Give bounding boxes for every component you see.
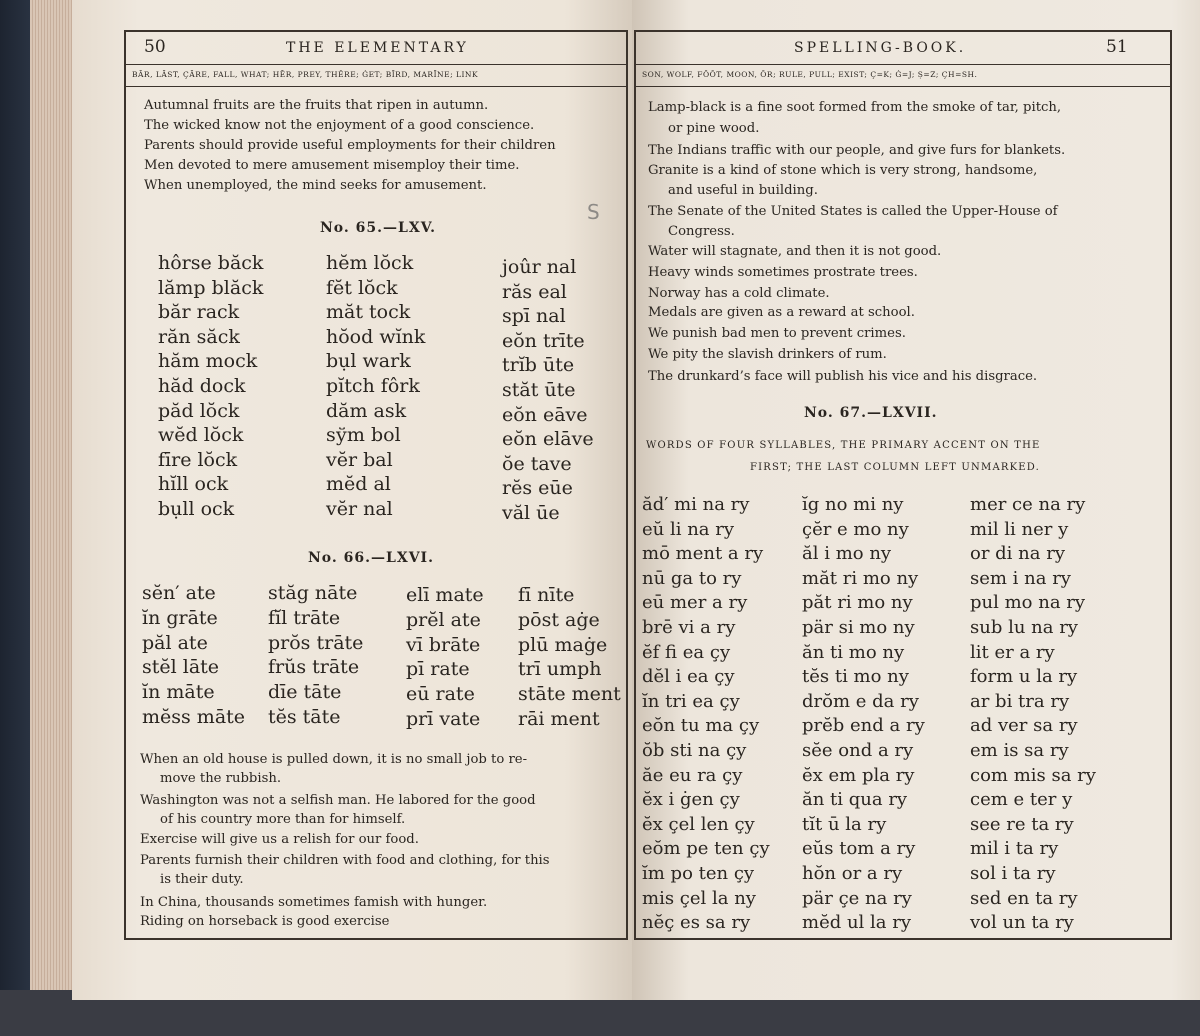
spelling-word: ĭg no mi ny [802, 494, 904, 515]
spelling-word: tĕs tāte [268, 706, 341, 728]
spelling-word: ĕf fi ea çy [642, 641, 731, 663]
right-page [632, 0, 1200, 1000]
spelling-word: pōst aġe [518, 608, 600, 631]
spelling-word: ăn ti qua ry [802, 789, 908, 811]
spelling-word: nū ga to ry [642, 567, 742, 589]
spelling-word: vol un ta ry [970, 912, 1074, 934]
right-page-number: 51 [1106, 37, 1128, 57]
sentence: When an old house is pulled down, it is no small job to re- [140, 752, 528, 767]
spelling-word: eŭs tom a ry [802, 838, 916, 860]
spelling-word: eū mer a ry [642, 592, 748, 614]
spelling-word: ăn ti mo ny [802, 641, 905, 663]
sentence: The drunkard’s face will publish his vice and his disgrace. [648, 369, 1038, 384]
spelling-word: sўm bol [326, 424, 401, 447]
spelling-word: vĕr nal [326, 498, 393, 520]
spelling-word: ĭn grāte [142, 606, 218, 629]
spelling-word: hăm mock [158, 350, 258, 373]
spelling-word: hŏn or a ry [802, 863, 903, 884]
lesson-65-heading: No. 65.—LXV. [320, 220, 436, 236]
spelling-word: păl ate [142, 631, 208, 654]
sentence: Congress. [668, 224, 735, 239]
sentence: We punish bad men to prevent crimes. [648, 326, 906, 341]
sentence: When unemployed, the mind seeks for amusement. [144, 178, 487, 193]
spelling-word: wĕd lŏck [158, 424, 244, 447]
spelling-word: sol i ta ry [970, 863, 1056, 884]
spelling-word: hĭll ock [158, 473, 229, 496]
spelling-word: drŏm e da ry [802, 690, 919, 712]
spelling-word: ĭn māte [142, 681, 215, 704]
spelling-word: prĕb end a ry [802, 715, 925, 737]
sentence: Autumnal fruits are the fruits that ripen in autumn. [144, 98, 489, 113]
spelling-word: lămp blăck [158, 276, 264, 299]
sentence: Water will stagnate, and then it is not good. [648, 244, 942, 259]
spelling-word: prĕl ate [406, 608, 481, 631]
left-page [72, 0, 632, 1000]
right-running-title: SPELLING-BOOK. [794, 40, 967, 56]
spelling-word: hôrse băck [158, 252, 264, 274]
spelling-word: vī brāte [406, 633, 481, 656]
spelling-word: mĕd ul la ry [802, 912, 912, 934]
right-pronunciation-key: SON, WOLF, FŎŎT, MOON, ŎR; RULE, PULL; EXIST; Ç=K; Ġ=J; Ṣ=Z; ÇH=SH. [636, 64, 1170, 87]
spelling-word: trĭb ūte [502, 354, 575, 377]
spelling-word: răn săck [158, 325, 240, 348]
spelling-word: plū maġe [518, 633, 608, 656]
sentence: We pity the slavish drinkers of rum. [648, 347, 887, 362]
spelling-word: ŏe tave [502, 452, 572, 475]
spelling-word: ŏb sti na çy [642, 740, 747, 761]
spelling-word: hŏod wĭnk [326, 325, 426, 348]
spelling-word: eū rate [406, 683, 475, 706]
page-edges [30, 0, 75, 1000]
spelling-word: cem e ter y [970, 789, 1073, 811]
sentence: The wicked know not the enjoyment of a good conscience. [144, 118, 535, 133]
spelling-word: sed en ta ry [970, 887, 1078, 909]
spelling-word: mer ce na ry [970, 494, 1086, 515]
spelling-word: ĕx em pla ry [802, 764, 915, 786]
spelling-word: mis çel la ny [642, 887, 756, 909]
sentence: Washington was not a selfish man. He labored for the good [140, 793, 536, 808]
spelling-word: tĭt ū la ry [802, 813, 887, 835]
sentence: Granite is a kind of stone which is very strong, handsome, [648, 163, 1038, 178]
spelling-word: joûr nal [502, 256, 577, 278]
spelling-word: mil li ner y [970, 518, 1069, 540]
spelling-word: frŭs trāte [268, 656, 360, 679]
spelling-word: nĕç es sa ry [642, 912, 751, 934]
lesson-67-subheading: FIRST; THE LAST COLUMN LEFT UNMARKED. [750, 462, 1041, 473]
spelling-word: trī umph [518, 658, 602, 681]
spelling-word: or di na ry [970, 543, 1065, 565]
sentence: Parents furnish their children with food and clothing, for this [140, 853, 550, 868]
spelling-word: ăd′ mi na ry [642, 494, 750, 515]
lesson-67-heading: No. 67.—LXVII. [804, 405, 938, 421]
spelling-word: pī rate [406, 658, 470, 681]
sentence: The Indians traffic with our people, and give furs for blankets. [648, 143, 1066, 158]
spelling-word: mĕd al [326, 473, 391, 496]
sentence: In China, thousands sometimes famish with hunger. [140, 895, 488, 910]
spelling-word: lit er a ry [970, 641, 1055, 663]
spelling-word: pär si mo ny [802, 617, 915, 638]
spelling-word: dăm ask [326, 399, 407, 422]
spelling-word: form u la ry [970, 666, 1078, 688]
spelling-word: fĭl trāte [268, 606, 341, 629]
sentence: Medals are given as a reward at school. [648, 305, 915, 320]
sentence: is their duty. [160, 872, 244, 887]
spelling-word: rāi ment [518, 708, 600, 730]
spelling-word: băr rack [158, 301, 240, 324]
sentence: Heavy winds sometimes prostrate trees. [648, 265, 918, 280]
sentence: Lamp-black is a fine soot formed from the smoke of tar, pitch, [648, 100, 1062, 115]
spelling-word: eŏn eāve [502, 403, 588, 426]
pencil-mark: S [587, 200, 600, 224]
spelling-word: fĕt lŏck [326, 276, 398, 299]
sentence: Exercise will give us a relish for our food. [140, 832, 419, 847]
spelling-word: eŏn trīte [502, 329, 585, 352]
spelling-word: sĕn′ ate [142, 582, 216, 604]
spelling-word: mĕss māte [142, 706, 246, 728]
spelling-word: stāte ment [518, 683, 621, 706]
spelling-word: măt tock [326, 301, 411, 324]
spelling-word: dĕl i ea çy [642, 666, 735, 688]
spelling-word: măt ri mo ny [802, 567, 919, 589]
sentence: Parents should provide useful employments for their children [144, 138, 556, 153]
sentence: Riding on horseback is good exercise [140, 914, 390, 929]
spelling-word: spī nal [502, 305, 566, 328]
spelling-word: see re ta ry [970, 813, 1074, 835]
spelling-word: sĕe ond a ry [802, 740, 914, 761]
spelling-word: văl ūe [502, 502, 560, 524]
sentence: and useful in building. [668, 183, 818, 198]
sentence: The Senate of the United States is called the Upper-House of [648, 204, 1058, 219]
spelling-word: eŏn elāve [502, 428, 594, 451]
spelling-word: fīre lŏck [158, 448, 238, 471]
left-page-number: 50 [144, 37, 166, 57]
spelling-word: pul mo na ry [970, 592, 1086, 614]
sentence: of his country more than for himself. [160, 812, 406, 827]
right-running-head [636, 32, 1170, 65]
spelling-word: pĭtch fôrk [326, 375, 420, 397]
spelling-word: ăe eu ra çy [642, 764, 743, 786]
spelling-word: vĕr bal [326, 448, 393, 471]
sentence: Men devoted to mere amusement misemploy their time. [144, 158, 520, 173]
spelling-word: ad ver sa ry [970, 715, 1078, 737]
spelling-word: brē vi a ry [642, 617, 736, 638]
spelling-word: prī vate [406, 708, 481, 730]
sentence: Norway has a cold climate. [648, 286, 830, 301]
left-pronunciation-key: BĀR, LĀST, ÇĀRE, FALL, WHAT; HĒR, PREY, THÊRE; ĠET; BĪRD, MARĪNE; LINK [126, 64, 626, 87]
spelling-word: em is sa ry [970, 740, 1069, 761]
spelling-word: bụll ock [158, 498, 235, 520]
spelling-word: fī nīte [518, 584, 575, 606]
spelling-word: eŭ li na ry [642, 518, 735, 540]
lesson-66-heading: No. 66.—LXVI. [308, 550, 434, 566]
spelling-word: păd lŏck [158, 399, 240, 422]
sentence: or pine wood. [668, 121, 760, 136]
spelling-word: stăg nāte [268, 582, 358, 604]
spelling-word: stĕl lāte [142, 656, 220, 679]
spelling-word: rĕs eūe [502, 477, 573, 500]
spelling-word: prŏs trāte [268, 631, 364, 654]
spelling-word: ĕx i ġen çy [642, 789, 740, 811]
spelling-word: dīe tāte [268, 681, 342, 704]
spelling-word: hăd dock [158, 375, 246, 397]
spelling-word: bụl wark [326, 350, 411, 373]
spelling-word: elī mate [406, 584, 484, 606]
spelling-word: eŏm pe ten çy [642, 838, 770, 860]
spelling-word: răs eal [502, 280, 567, 303]
spelling-word: sem i na ry [970, 567, 1071, 589]
spelling-word: çĕr e mo ny [802, 518, 909, 540]
spelling-word: ar bi tra ry [970, 690, 1070, 712]
left-running-title: THE ELEMENTARY [286, 40, 469, 56]
spelling-word: eŏn tu ma çy [642, 715, 760, 737]
spelling-word: stăt ūte [502, 379, 576, 401]
lesson-67-subheading: WORDS OF FOUR SYLLABLES, THE PRIMARY ACCENT ON THE [646, 440, 1041, 451]
left-running-head [126, 32, 626, 65]
spelling-word: ăl i mo ny [802, 543, 892, 565]
spelling-word: păt ri mo ny [802, 592, 913, 614]
spelling-word: com mis sa ry [970, 764, 1096, 786]
spelling-word: sub lu na ry [970, 617, 1078, 638]
spelling-word: mō ment a ry [642, 543, 764, 565]
spelling-word: hĕm lŏck [326, 252, 414, 274]
spelling-word: ĕx çel len çy [642, 813, 755, 835]
spelling-word: pär çe na ry [802, 887, 912, 909]
spelling-word: ĭn tri ea çy [642, 690, 740, 712]
spelling-word: ĭm po ten çy [642, 863, 755, 884]
spelling-word: tĕs ti mo ny [802, 666, 909, 688]
sentence: move the rubbish. [160, 771, 282, 786]
spelling-word: mil i ta ry [970, 838, 1059, 860]
